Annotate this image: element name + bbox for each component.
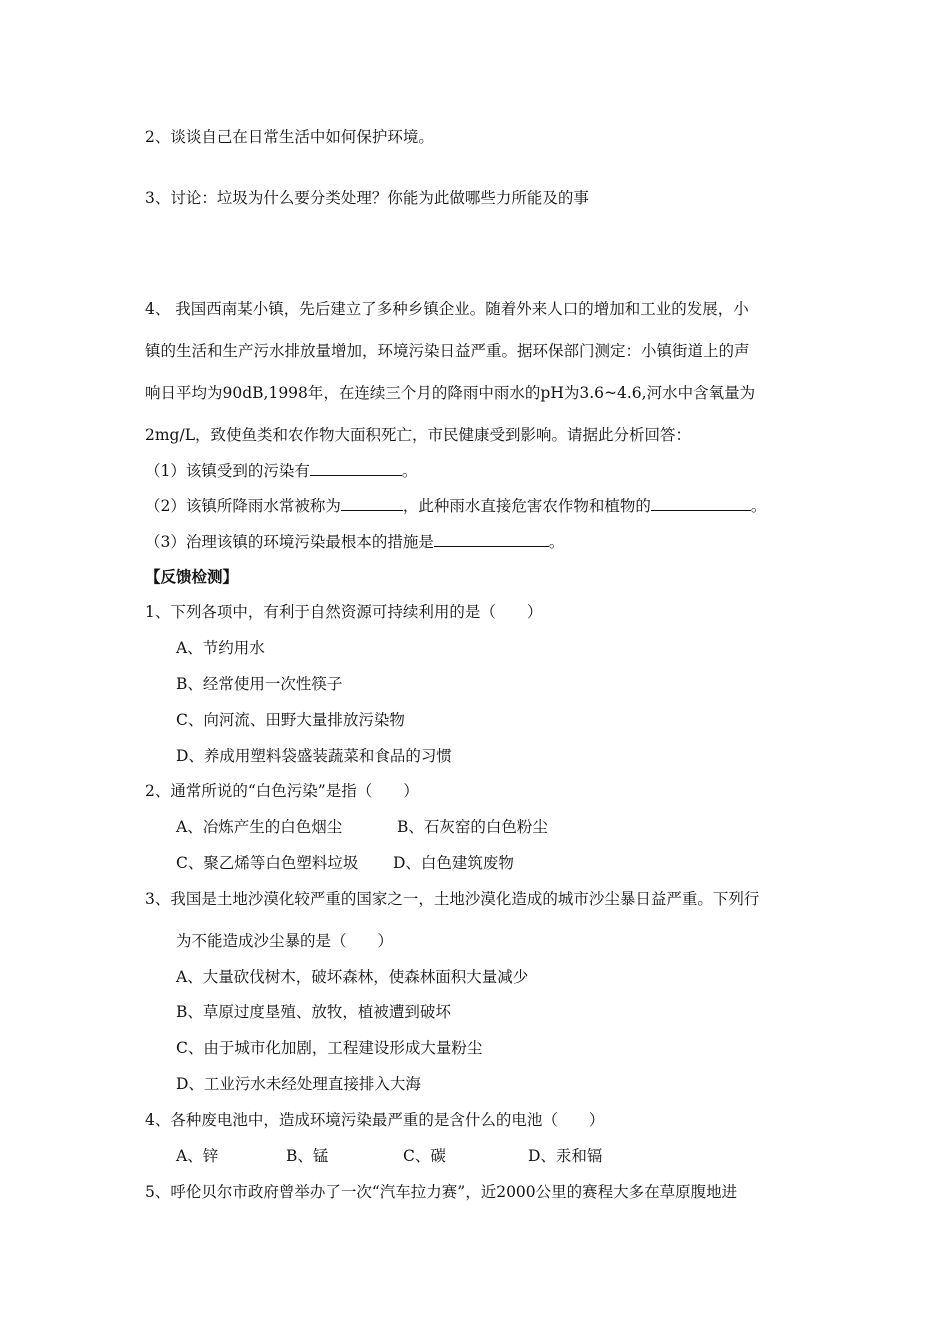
question-4-line-2: 镇的生活和生产污水排放量增加，环境污染日益严重。据环保部门测定：小镇街道上的声 (145, 342, 750, 360)
feedback-q4-option-d: D、汞和镉 (528, 1147, 603, 1165)
feedback-q5-stem: 5、呼伦贝尔市政府曾举办了一次“汽车拉力赛”，近2000公里的赛程大多在草原腹地进 (145, 1183, 738, 1201)
feedback-q3-option-a: A、大量砍伐树木，破坏森林，使森林面积大量减少 (176, 968, 529, 986)
feedback-q3-stem-line-2: 为不能造成沙尘暴的是（ ） (176, 932, 394, 950)
feedback-q1-option-c: C、向河流、田野大量排放污染物 (176, 711, 405, 729)
feedback-q2-option-a: A、冶炼产生的白色烟尘 (176, 818, 343, 836)
sub-2-middle: ，此种雨水直接危害农作物和植物的 (402, 497, 651, 515)
question-4-sub-3 (145, 531, 564, 552)
feedback-q3-option-c: C、由于城市化加剧，工程建设形成大量粉尘 (176, 1039, 483, 1057)
answer-blank[interactable] (341, 495, 403, 511)
feedback-q2-stem: 2、通常所说的“白色污染”是指（ ） (145, 782, 419, 800)
feedback-q2-option-c: C、聚乙烯等白色塑料垃圾 (176, 854, 359, 872)
feedback-q4-option-c: C、碳 (403, 1147, 446, 1165)
feedback-q4-stem: 4、各种废电池中，造成环境污染最严重的是含什么的电池（ ） (145, 1111, 605, 1129)
sub-2-suffix: 。 (750, 497, 767, 515)
feedback-q3-stem-line-1: 3、我国是土地沙漠化较严重的国家之一，土地沙漠化造成的城市沙尘暴日益严重。下列行 (145, 890, 760, 908)
question-3-text: 3、讨论：垃圾为什么要分类处理？你能为此做哪些力所能及的事 (145, 189, 589, 207)
sub-1-suffix: 。 (401, 462, 418, 480)
sub-1-prefix: （1）该镇受到的污染有 (145, 462, 310, 480)
feedback-q3-option-d: D、工业污水未经处理直接排入大海 (176, 1075, 421, 1093)
feedback-q4-option-a: A、锌 (176, 1147, 219, 1165)
answer-blank[interactable] (651, 495, 751, 511)
question-4-sub-2 (145, 495, 766, 516)
question-4-line-3: 响日平均为90dB,1998年，在连续三个月的降雨中雨水的pH为3.6~4.6,河水中含氧量为 (145, 384, 756, 402)
question-4-line-4: 2mg/L，致使鱼类和农作物大面积死亡，市民健康受到影响。请据此分析回答： (145, 426, 691, 444)
sub-2-prefix: （2）该镇所降雨水常被称为 (145, 497, 341, 515)
section-heading-feedback: 【反馈检测】 (145, 567, 239, 586)
answer-blank[interactable] (434, 531, 549, 547)
feedback-q1-option-d: D、养成用塑料袋盛装蔬菜和食品的习惯 (176, 747, 452, 765)
feedback-q4-option-b: B、锰 (286, 1147, 329, 1165)
answer-blank[interactable] (310, 460, 402, 476)
feedback-q2-option-d: D、白色建筑废物 (393, 854, 514, 872)
question-2-text: 2、谈谈自己在日常生活中如何保护环境。 (145, 128, 434, 146)
feedback-q1-stem: 1、下列各项中，有利于自然资源可持续利用的是（ ） (145, 603, 543, 621)
question-4-line-1: 4、 我国西南某小镇，先后建立了多种乡镇企业。随着外来人口的增加和工业的发展，小 (145, 300, 749, 318)
feedback-q1-option-a: A、节约用水 (176, 639, 265, 657)
sub-3-prefix: （3）治理该镇的环境污染最根本的措施是 (145, 533, 434, 551)
feedback-q2-option-b: B、石灰窑的白色粉尘 (397, 818, 548, 836)
question-4-sub-1 (145, 460, 417, 481)
sub-3-suffix: 。 (548, 533, 565, 551)
feedback-q1-option-b: B、经常使用一次性筷子 (176, 675, 343, 693)
feedback-q3-option-b: B、草原过度垦殖、放牧，植被遭到破坏 (176, 1003, 451, 1021)
